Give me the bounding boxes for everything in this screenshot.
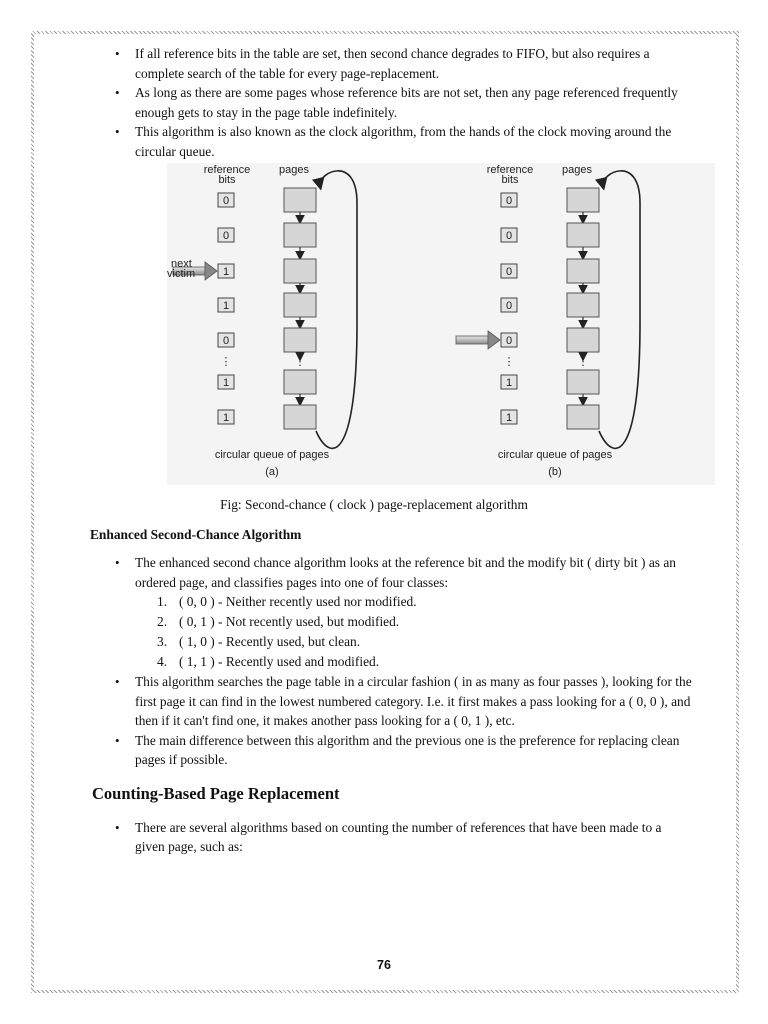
reference-bit-value: 0	[222, 195, 230, 207]
column-label-pages: pages	[562, 164, 592, 176]
list-item: • If all reference bits in the table are set, then second chance degrades to FIFO, but also requires a complete search of the table for every page-replacement.	[92, 44, 692, 83]
column-label-reference: reference	[203, 164, 251, 176]
top-bullet-list	[92, 44, 692, 161]
list-item: • There are several algorithms based on counting the number of references that have been made to a given page, such as:	[92, 818, 692, 857]
ellipsis-bits: ⋮	[220, 356, 232, 368]
reference-bit-value: 1	[222, 412, 230, 424]
queue-label: circular queue of pages	[214, 449, 330, 461]
column-label-reference: reference	[486, 164, 534, 176]
reference-bit-value: 0	[222, 230, 230, 242]
reference-bit-value: 1	[222, 300, 230, 312]
counting-bullet-list	[92, 818, 692, 857]
list-item: • As long as there are some pages whose reference bits are not set, then any page referenced frequently enough gets to stay in the page table indefinitely.	[92, 83, 692, 122]
page-box	[567, 188, 599, 212]
clock-figure	[167, 163, 715, 483]
list-item: • The main difference between this algorithm and the previous one is the preference for replacing clean pages if possible.	[92, 731, 692, 770]
reference-bit-value: 1	[222, 266, 230, 278]
reference-bit-value: 0	[505, 335, 513, 347]
page-box	[567, 405, 599, 429]
page-box	[567, 328, 599, 352]
reference-bit-value: 0	[222, 335, 230, 347]
page-box	[284, 293, 316, 317]
section-heading-counting: Counting-Based Page Replacement	[92, 783, 340, 803]
page-box	[567, 293, 599, 317]
page-box	[284, 259, 316, 283]
list-item: • This algorithm searches the page table in a circular fashion ( in as many as four passes ), looking for the first page it can find in the lowest numbered category. I.e. it first makes a pass looking for a ( 0, 0 ), and then if it can't find one, it makes another pass looking for a ( 0, 1 ), etc.	[92, 672, 692, 731]
enhanced-bullet-list	[92, 553, 692, 592]
section-heading-enhanced: Enhanced Second-Chance Algorithm	[90, 527, 302, 542]
class-item: 2. ( 0, 1 ) - Not recently used, but modified.	[157, 614, 400, 629]
classes-list	[92, 592, 692, 672]
figure-caption: Fig: Second-chance ( clock ) page-replacement algorithm	[220, 497, 528, 512]
panel-label: (a)	[265, 466, 279, 478]
victim-label-line1: next	[171, 258, 192, 270]
page-box	[284, 223, 316, 247]
list-item: • This algorithm is also known as the clock algorithm, from the hands of the clock moving around the circular queue.	[92, 122, 692, 161]
ellipsis-pages: ⋮	[294, 356, 306, 368]
column-label-bits: bits	[218, 174, 236, 186]
page-box	[567, 259, 599, 283]
page-number: 76	[377, 958, 391, 972]
ellipsis-pages: ⋮	[577, 356, 589, 368]
ellipsis-bits: ⋮	[503, 356, 515, 368]
page-box	[567, 370, 599, 394]
class-item: 3. ( 1, 0 ) - Recently used, but clean.	[157, 634, 361, 649]
reference-bit-value: 1	[505, 412, 513, 424]
page-box	[284, 328, 316, 352]
reference-bit-value: 1	[505, 377, 513, 389]
clock-diagram	[167, 163, 715, 485]
list-item: • The enhanced second chance algorithm looks at the reference bit and the modify bit ( dirty bit ) as an ordered page, and classifies pages into one of four classes:	[92, 553, 692, 592]
reference-bit-value: 0	[505, 266, 513, 278]
page-content	[92, 44, 692, 857]
reference-bit-value: 0	[505, 230, 513, 242]
reference-bit-value: 0	[505, 195, 513, 207]
page-box	[567, 223, 599, 247]
reference-bit-value: 1	[222, 377, 230, 389]
column-label-pages: pages	[279, 164, 309, 176]
page-box	[284, 405, 316, 429]
queue-label: circular queue of pages	[497, 449, 613, 461]
class-item: 4. ( 1, 1 ) - Recently used and modified.	[157, 654, 380, 669]
page-box	[284, 370, 316, 394]
victim-arrow-shaft	[456, 336, 488, 344]
enhanced-bullet-list-2	[92, 672, 692, 770]
panel-label: (b)	[548, 466, 562, 478]
class-item: 1. ( 0, 0 ) - Neither recently used nor modified.	[157, 594, 417, 609]
page-box	[284, 188, 316, 212]
victim-label-line2: victim	[167, 268, 196, 280]
reference-bit-value: 0	[505, 300, 513, 312]
column-label-bits: bits	[501, 174, 519, 186]
